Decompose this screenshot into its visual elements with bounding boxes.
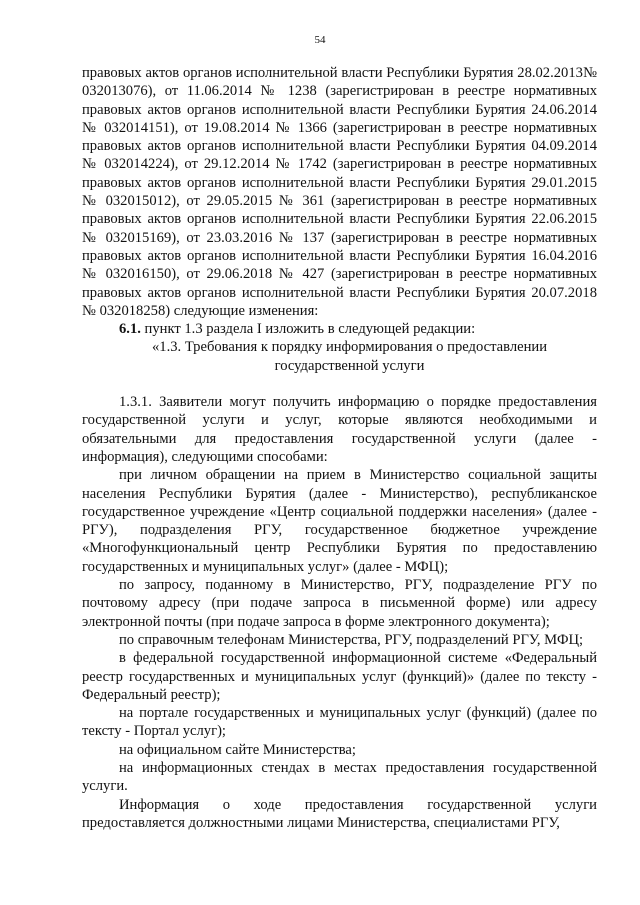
document-body: [82, 64, 597, 832]
body-paragraph: 1.3.1. Заявители могут получить информацию о порядке предоставления государственной услуги и услуг, которые являются необходимыми и обязательными для предоставления государственной услуги (далее - информация), следующими способами:: [82, 394, 597, 465]
body-paragraph: по справочным телефонам Министерства, РГУ, подразделений РГУ, МФЦ;: [119, 631, 584, 648]
spacer: [82, 375, 597, 393]
body-paragraph: на информационных стендах в местах предоставления государственной услуги.: [82, 759, 597, 795]
intro-paragraph: правовых актов органов исполнительной власти Республики Бурятия 28.02.2013№ 032013076), от 11.06.2014 № 1238 (зарегистрирован в реестре нормативных правовых актов органов исполнительной власти Республики Бурятия 24.06.2014 № 032014151), от 19.08.2014 № 1366 (зарегистрирован в реестре нормативных правовых актов органов исполнительной власти Республики Бурятия 04.09.2014 № 032014224), от 29.12.2014 № 1742 (зарегистрирован в реестре нормативных правовых актов органов исполнительной власти Республики Бурятия 29.01.2015 № 032015012), от 29.05.2015 № 361 (зарегистрирован в реестре нормативных правовых актов органов исполнительной власти Республики Бурятия 22.06.2015 № 032015169), от 23.03.2016 № 137 (зарегистрирован в реестре нормативных правовых актов органов исполнительной власти Республики Бурятия 16.04.2016 № 032016150), от 29.06.2018 № 427 (зарегистрирован в реестре нормативных правовых актов органов исполнительной власти Республики Бурятия 20.07.2018 № 032018258) следующие изменения:: [82, 65, 597, 319]
body-paragraph: по запросу, поданному в Министерство, РГУ, подразделение РГУ по почтовому адресу (при подаче запроса в письменной форме) или адресу электронной почты (при подаче запроса в форме электронного документа);: [82, 577, 597, 630]
item-number: 6.1.: [119, 321, 141, 338]
amendment-item: [82, 320, 597, 338]
body-paragraph: в федеральной государственной информационной системе «Федеральный реестр государственных и муниципальных услуг (функций)» (далее по тексту - Федеральный реестр);: [82, 650, 597, 703]
body-paragraph: на портале государственных и муниципальных услуг (функций) (далее по тексту - Портал услуг);: [82, 705, 597, 740]
item-text: пункт 1.3 раздела I изложить в следующей редакции:: [140, 321, 476, 338]
section-heading: «1.3. Требования к порядку информирования о предоставлении государственной услуги: [151, 339, 548, 374]
body-paragraph: на официальном сайте Министерства;: [119, 741, 356, 758]
page-number: 54: [314, 34, 326, 46]
body-paragraph: при личном обращении на прием в Министерство социальной защиты населения Республики Бурятия (далее - Министерство), республиканское государственное учреждение «Центр социальной поддержки населения» (далее - РГУ), подразделения РГУ, государственное бюджетное учреждение «Многофункциональный центр Республики Бурятия по предоставлению государственных и муниципальных услуг» (далее - МФЦ);: [82, 467, 597, 575]
body-paragraph: Информация о ходе предоставления государственной услуги предоставляется должностными лицами Министерства, специалистами РГУ,: [82, 796, 597, 831]
